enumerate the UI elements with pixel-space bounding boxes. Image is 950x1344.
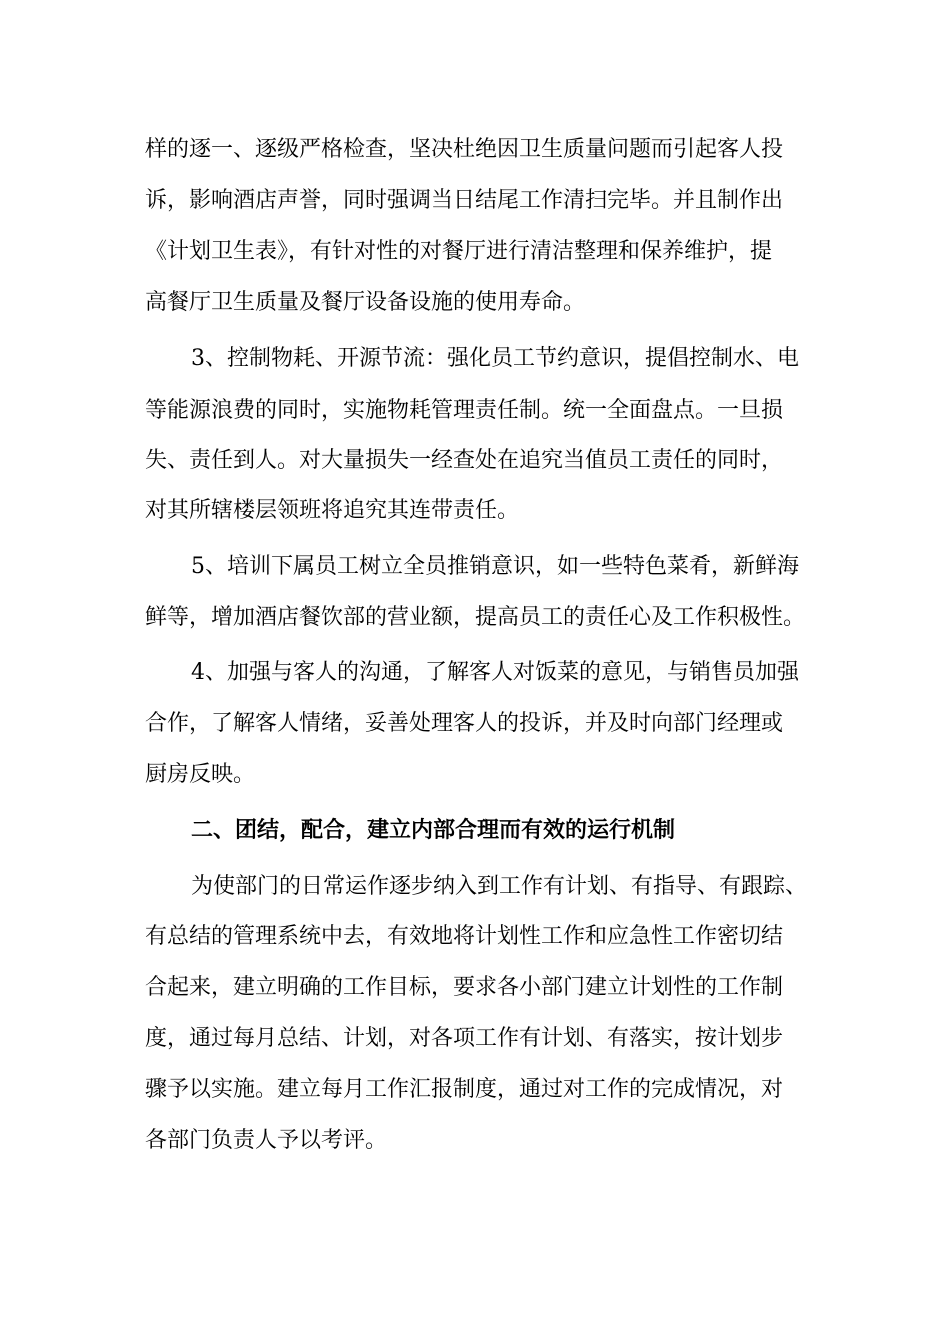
paragraph-5-line-4: 度，通过每月总结、计划，对各项工作有计划、有落实，按计划步 (145, 1026, 784, 1051)
section-heading: 二、团结，配合，建立内部合理而有效的运行机制 (191, 817, 676, 843)
paragraph-3-line-2: 鲜等，增加酒店餐饮部的营业额，提高员工的责任心及工作积极性。 (145, 605, 806, 630)
paragraph-2-line-2: 等能源浪费的同时，实施物耗管理责任制。统一全面盘点。一旦损 (145, 398, 784, 423)
paragraph-5-line-5: 骤予以实施。建立每月工作汇报制度，通过对工作的完成情况，对 (145, 1077, 784, 1102)
paragraph-4-line-3: 厨房反映。 (145, 762, 256, 787)
paragraph-2-line-4: 对其所辖楼层领班将追究其连带责任。 (145, 498, 520, 523)
paragraph-2-line-3: 失、责任到人。对大量损失一经查处在追究当值员工责任的同时， (145, 448, 784, 473)
paragraph-1-line-3: 《计划卫生表》，有针对性的对餐厅进行清洁整理和保养维护，提 (145, 239, 773, 264)
paragraph-4-line-2: 合作，了解客人情绪，妥善处理客人的投诉，并及时向部门经理或 (145, 711, 784, 736)
paragraph-2-line-1: 3、控制物耗、开源节流：强化员工节约意识，提倡控制水、电 (191, 346, 799, 371)
paragraph-5-line-1: 为使部门的日常运作逐步纳入到工作有计划、有指导、有跟踪、 (191, 874, 808, 899)
paragraph-3-line-1: 5、培训下属员工树立全员推销意识，如一些特色菜肴，新鲜海 (191, 554, 799, 579)
paragraph-4-line-1: 4、加强与客人的沟通，了解客人对饭菜的意见，与销售员加强 (191, 660, 799, 685)
paragraph-5-line-2: 有总结的管理系统中去，有效地将计划性工作和应急性工作密切结 (145, 924, 784, 949)
paragraph-1-line-1: 样的逐一、逐级严格检查，坚决杜绝因卫生质量问题而引起客人投 (145, 137, 784, 162)
paragraph-1-line-4: 高餐厅卫生质量及餐厅设备设施的使用寿命。 (145, 290, 586, 315)
paragraph-1-line-2: 诉，影响酒店声誉，同时强调当日结尾工作清扫完毕。并且制作出 (145, 188, 784, 213)
paragraph-5-line-3: 合起来，建立明确的工作目标，要求各小部门建立计划性的工作制 (145, 975, 784, 1000)
paragraph-5-line-6: 各部门负责人予以考评。 (145, 1128, 388, 1153)
